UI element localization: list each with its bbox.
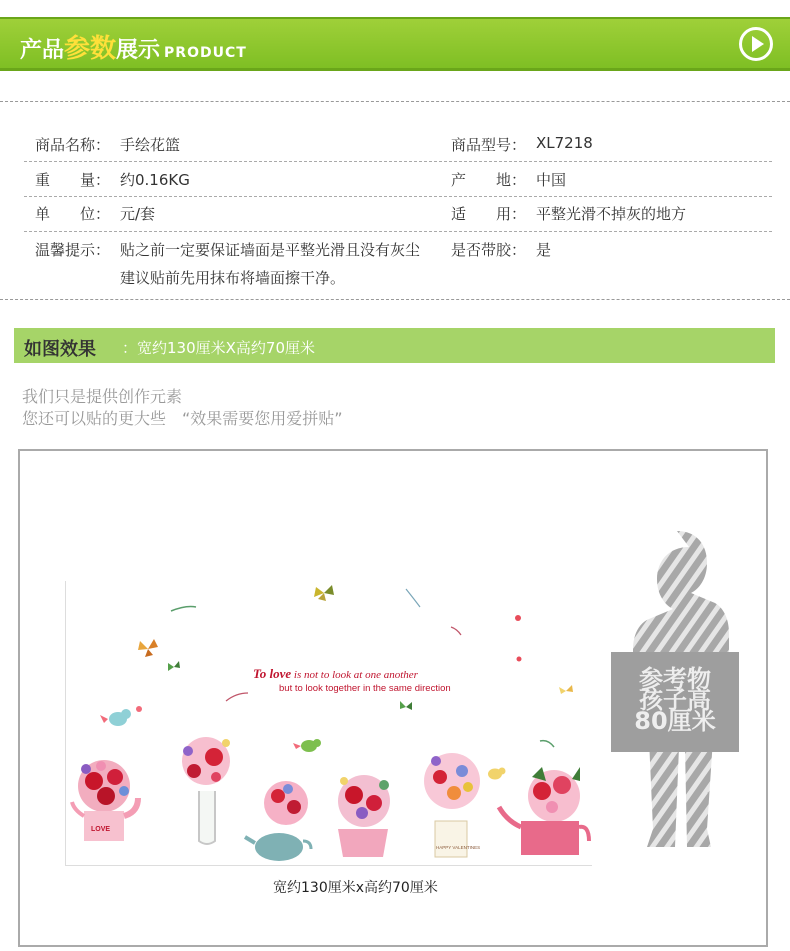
spec-glue-label: 是否带胶： (451, 241, 527, 259)
teapot-bouquet (245, 781, 311, 861)
butterfly-icon (314, 585, 334, 601)
spec-origin-value: 中国 (536, 171, 567, 189)
bird-icon (293, 739, 321, 752)
spec-unit-value: 元/套 (120, 205, 156, 223)
image-caption: 宽约130厘米x高约70厘米 (273, 880, 438, 896)
wall-sticker-scene (65, 581, 592, 866)
spec-name-value: 手绘花篮 (120, 136, 181, 154)
vase-bouquet (182, 737, 230, 844)
spec-weight-value: 约0.16KG (120, 171, 190, 189)
divider (0, 299, 790, 300)
spec-name-label: 商品名称： (35, 136, 111, 154)
spec-usage-value: 平整光滑不掉灰的地方 (536, 205, 687, 223)
svg-text:HAPPY VALENTINES: HAPPY VALENTINES (436, 845, 481, 850)
watering-can-bouquet (72, 760, 138, 841)
jar-bouquet (424, 753, 480, 857)
butterfly-icon (559, 685, 573, 694)
product-image-frame (18, 449, 768, 947)
title-highlight: 参数 (64, 34, 117, 64)
spec-model-label: 商品型号： (451, 136, 527, 154)
spec-tip-line1: 贴之前一定要保证墙面是平整光滑且没有灰尘 (120, 241, 421, 259)
title-suffix: 展示 (116, 38, 161, 63)
butterfly-icon (400, 701, 412, 710)
title-prefix: 产品 (20, 38, 65, 63)
spec-unit-label: 单 位： (35, 205, 111, 223)
title-english: PRODUCT (164, 45, 247, 61)
row-divider (24, 196, 772, 197)
spec-tip-line2: 建议贴前先用抹布将墙面擦干净。 (120, 269, 346, 287)
divider (0, 101, 790, 102)
section-header-banner (0, 17, 790, 71)
effect-section-bar (14, 328, 775, 363)
butterfly-icon (168, 661, 180, 671)
spec-glue-value: 是 (536, 241, 552, 259)
note-line-1: 我们只是提供创作元素 (22, 387, 183, 406)
flower-basket-illustration (66, 581, 593, 866)
slogan-line-2: but to look together in the same direction (279, 683, 451, 694)
svg-text:LOVE: LOVE (91, 826, 111, 833)
next-arrow-icon[interactable] (739, 27, 773, 61)
spec-usage-label: 适 用： (451, 205, 527, 223)
bird-icon (488, 768, 506, 780)
reference-label-text: 参考物 孩子高 80厘米 (634, 665, 716, 735)
section-title (20, 28, 247, 65)
effect-size: ：宽约130厘米X高约70厘米 (122, 339, 315, 357)
effect-title: 如图效果 (24, 339, 96, 360)
row-divider (24, 161, 772, 162)
spec-tip-label: 温馨提示： (35, 241, 111, 259)
note-line-2: 您还可以贴的更大些 “效果需要您用爱拼贴” (22, 409, 343, 428)
pink-can-bouquet (499, 767, 589, 855)
bird-icon (100, 706, 142, 726)
slogan-love: To love is not to look at one another (253, 666, 418, 681)
butterfly-icon (138, 639, 158, 657)
cup-bouquet (338, 775, 390, 857)
row-divider (24, 231, 772, 232)
spec-weight-label: 重 量： (35, 171, 111, 189)
spec-model-value: XL7218 (536, 134, 593, 152)
spec-origin-label: 产 地： (451, 171, 527, 189)
